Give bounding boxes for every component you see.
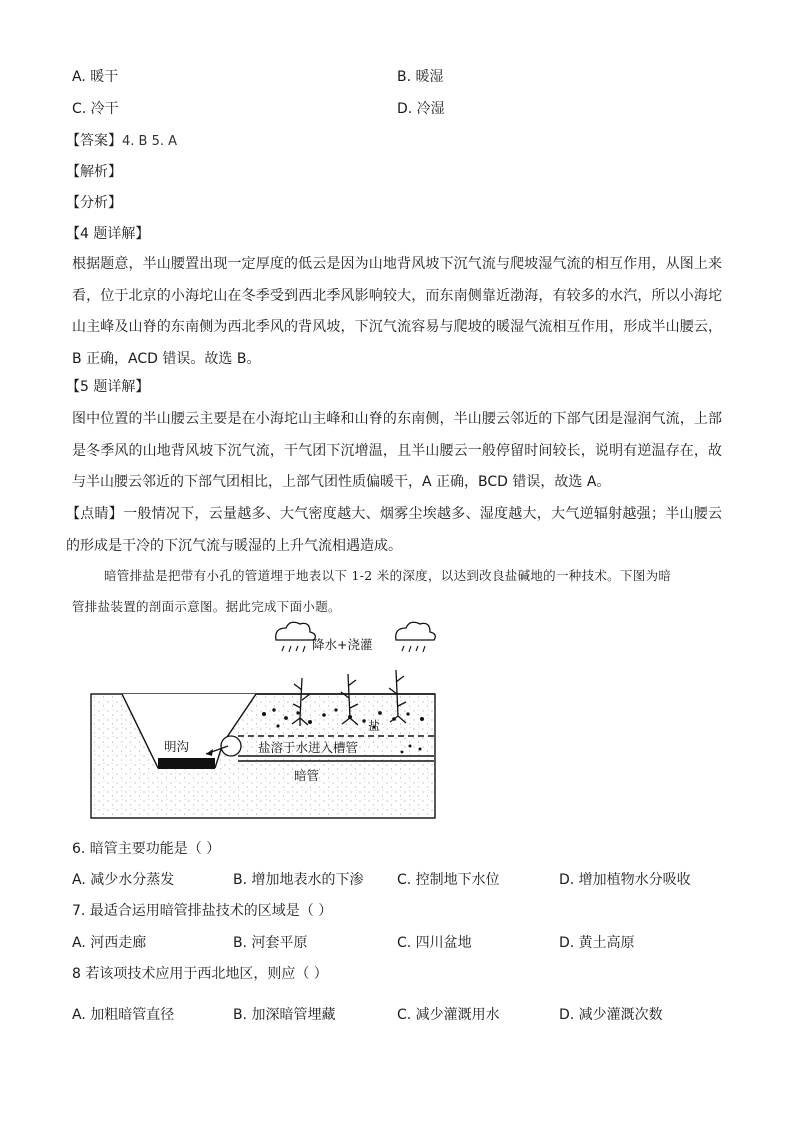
dianjing-block [66, 499, 722, 562]
q4-heading: 【4 题详解】 [66, 226, 150, 242]
cloud-left-icon [276, 622, 316, 652]
q5-heading: 【5 题详解】 [66, 379, 150, 395]
prev-option-d: D. 冷湿 [397, 101, 445, 117]
analysis-tag: 【解析】 [66, 164, 122, 180]
q7-option-a: A. 河西走廊 [72, 935, 147, 951]
q4-explanation: 根据题意，半山腰置出现一定厚度的低云是因为山地背风坡下沉气流与爬坡湿气流的相互作用，从图上来看，位于北京的小海坨山在冬季受到西北季风影响较大，而东南侧靠近渤海，有较多的水汽，所以小海坨山主峰及山脊的东南侧为西北季风的背风坡，下沉气流容易与爬坡的暖湿气流相互作用，形成半山腰云，B 正确，ACD 错误。故选 B。 [72, 256, 722, 367]
q6-option-d: D. 增加植物水分吸收 [559, 872, 691, 888]
drain-pipe-diagram [88, 618, 440, 822]
q6-option-c: C. 控制地下水位 [397, 872, 500, 888]
q7-stem: 7. 最适合运用暗管排盐技术的区域是（ ） [72, 903, 333, 919]
q8-option-b: B. 加深暗管埋藏 [233, 1007, 336, 1023]
prev-option-a: A. 暖干 [72, 69, 119, 85]
q8-option-a: A. 加粗暗管直径 [72, 1007, 175, 1023]
q7-option-d: D. 黄土高原 [559, 935, 635, 951]
q8-stem: 8 若该项技术应用于西北地区，则应（ ） [72, 966, 328, 982]
answer-tag: 【答案】 [66, 133, 122, 149]
label-salt-flow: 盐溶于水进入槽管 [258, 740, 359, 755]
answer-text: 4. B 5. A [122, 134, 178, 149]
q8-option-c: C. 减少灌溉用水 [397, 1007, 500, 1023]
q5-explanation: 图中位置的半山腰云主要是在小海坨山主峰和山脊的东南侧，半山腰云邻近的下部气团是湿润气流，上部是冬季风的山地背风坡下沉气流，干气团下沉增温，且半山腰云一般停留时间较长，说明有逆温存在，故与半山腰云邻近的下部气团相比，上部气团性质偏暖干，A 正确，BCD 错误，故选 A。 [72, 411, 722, 490]
intro-line-1: 暗管排盐是把带有小孔的管道埋于地表以下 1-2 米的深度，以达到改良盐碱地的一种技术。下图为暗 [104, 568, 672, 583]
pipe-outlet [221, 736, 241, 756]
label-pipe: 暗管 [294, 768, 320, 783]
prev-option-b: B. 暖湿 [397, 69, 444, 85]
intro-line-2: 管排盐装置的剖面示意图。据此完成下面小题。 [72, 599, 341, 614]
q6-option-b: B. 增加地表水的下渗 [233, 872, 364, 888]
cloud-right-icon [396, 622, 436, 652]
q7-option-b: B. 河套平原 [233, 935, 308, 951]
answer-line [66, 130, 177, 150]
dianjing-text: 一般情况下，云量越多、大气密度越大、烟雾尘埃越多、湿度越大，大气逆辐射越强；半山腰云的形成是干冷的下沉气流与暖湿的上升气流相遇造成。 [66, 506, 723, 554]
fenxi-tag: 【分析】 [66, 195, 122, 211]
dianjing-tag: 【点睛】 [66, 506, 124, 522]
q7-option-c: C. 四川盆地 [397, 935, 472, 951]
q8-option-d: D. 减少灌溉次数 [559, 1007, 663, 1023]
ditch-water [158, 758, 215, 769]
prev-option-c: C. 冷干 [72, 101, 119, 117]
q6-option-a: A. 减少水分蒸发 [72, 872, 175, 888]
label-ditch: 明沟 [164, 739, 190, 754]
q6-stem: 6. 暗管主要功能是（ ） [72, 841, 221, 857]
label-rain: 降水+浇灌 [312, 637, 373, 652]
label-salt: 盐 [368, 719, 381, 733]
